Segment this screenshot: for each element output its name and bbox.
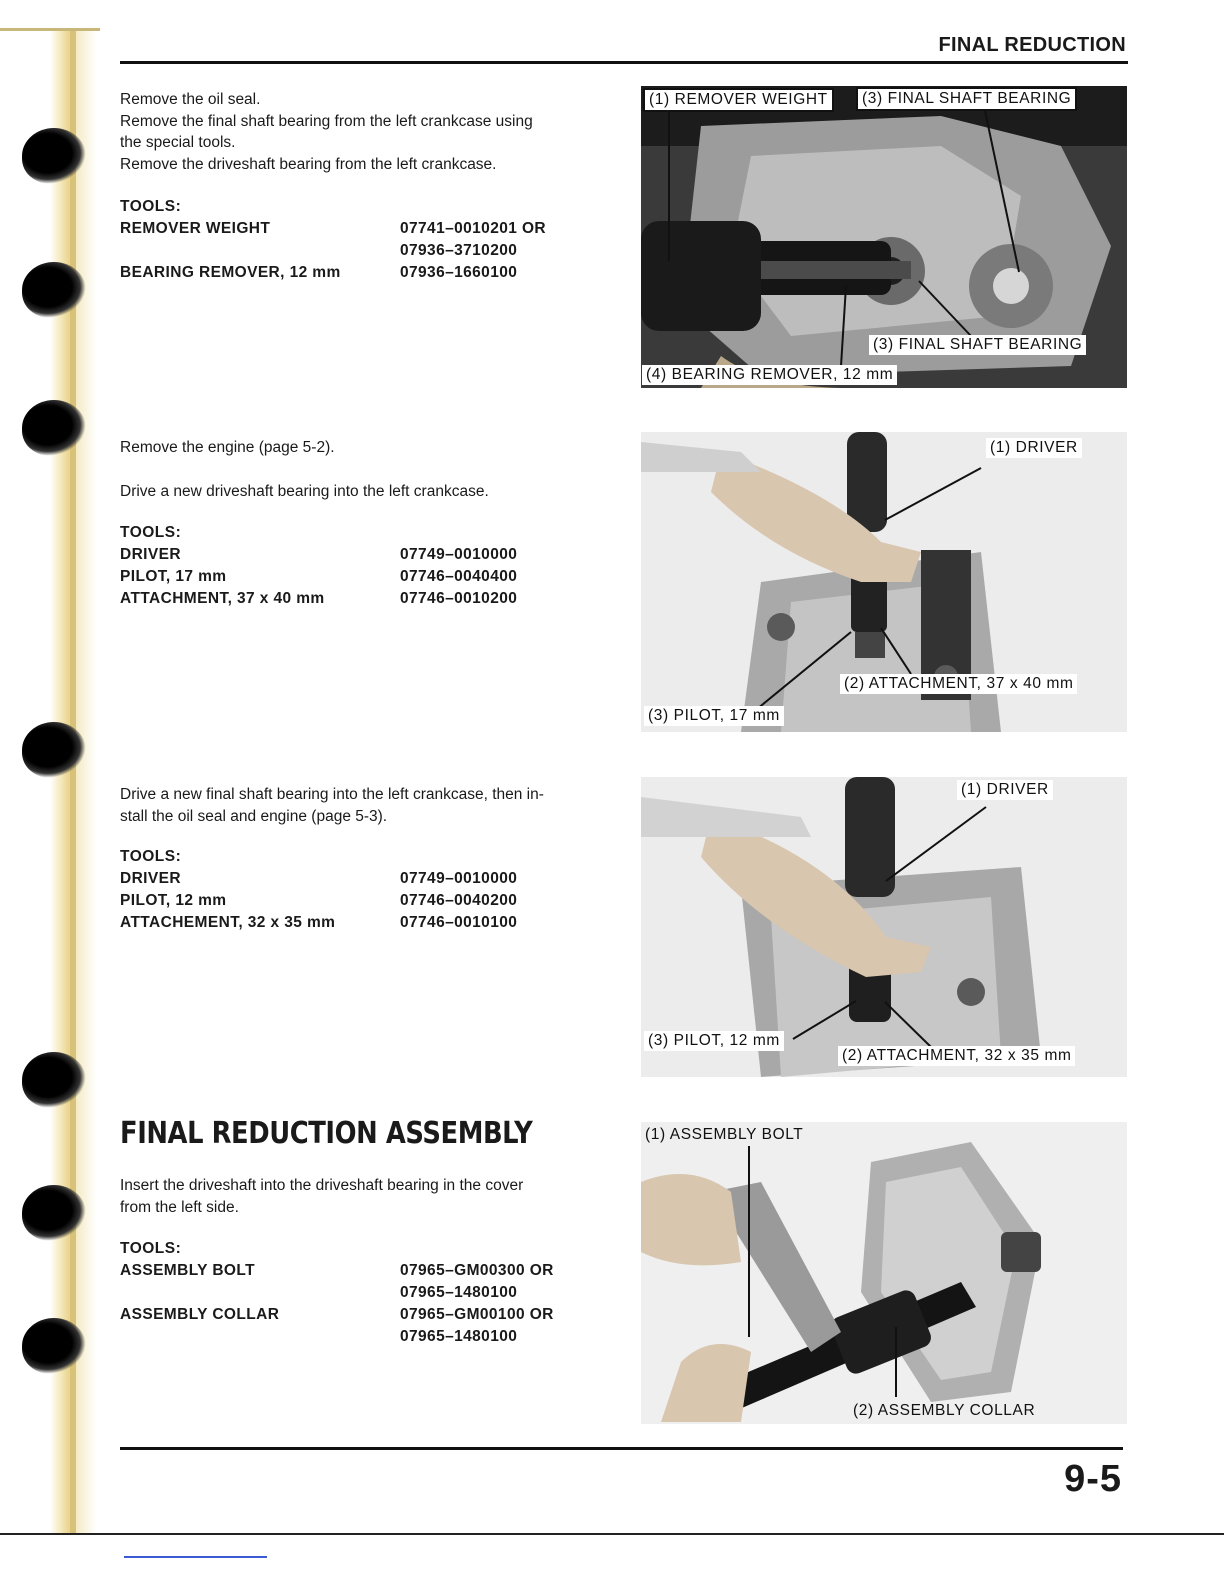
binder-edge	[70, 30, 76, 1535]
callout-assembly-collar: (2) ASSEMBLY COLLAR	[853, 1402, 1036, 1419]
callout-final-shaft-bearing: (3) FINAL SHAFT BEARING	[869, 335, 1086, 355]
tools-heading: TOOLS:	[120, 524, 182, 541]
tool-name: BEARING REMOVER, 12 mm	[120, 264, 341, 281]
instruction-line: stall the oil seal and engine (page 5-3).	[120, 807, 388, 825]
callout-attachment: (2) ATTACHMENT, 37 x 40 mm	[840, 674, 1077, 694]
callout-final-shaft-bearing-top: (3) FINAL SHAFT BEARING	[856, 87, 1077, 111]
page-number: 9-5	[1064, 1458, 1122, 1500]
binder-hole	[22, 722, 86, 778]
tools-heading: TOOLS:	[120, 848, 182, 865]
page-header-title: FINAL REDUCTION	[938, 34, 1126, 56]
instruction-line: Insert the driveshaft into the driveshaft bearing in the cover	[120, 1177, 524, 1194]
page-edge-shadow	[0, 28, 100, 31]
callout-driver: (1) DRIVER	[986, 438, 1082, 458]
tool-number: 07741–0010201 OR	[400, 220, 547, 237]
tool-name: DRIVER	[120, 546, 181, 563]
tool-number: 07749–0010000	[400, 870, 518, 887]
binder-hole	[22, 1318, 86, 1374]
tool-number: 07746–0010200	[400, 590, 518, 607]
binder-hole	[22, 128, 86, 184]
tool-number: 07746–0040200	[400, 892, 518, 909]
callout-assembly-bolt: (1) ASSEMBLY BOLT	[645, 1126, 804, 1143]
section-title-final-reduction-assembly: FINAL REDUCTION ASSEMBLY	[120, 1116, 533, 1151]
footer-rule	[120, 1447, 1123, 1450]
section-4-instructions	[120, 1175, 625, 1218]
tool-name: ATTACHEMENT, 32 x 35 mm	[120, 914, 336, 931]
tool-number: 07936–3710200	[400, 242, 518, 259]
tool-name: ASSEMBLY COLLAR	[120, 1306, 280, 1323]
photo-illustration	[641, 1122, 1127, 1424]
instruction-line: from the left side.	[120, 1198, 239, 1216]
section-1-instructions	[120, 89, 625, 175]
tool-number: 07746–0040400	[400, 568, 518, 585]
binder-hole	[22, 262, 86, 318]
tool-name: ATTACHMENT, 37 x 40 mm	[120, 590, 325, 607]
callout-bearing-remover: (4) BEARING REMOVER, 12 mm	[642, 365, 897, 385]
tool-number: 07965–1480100	[400, 1328, 518, 1345]
binder-hole	[22, 1185, 86, 1241]
section-3-instructions	[120, 784, 625, 827]
tool-number: 07965–GM00300 OR	[400, 1262, 554, 1279]
instruction-line: Remove the driveshaft bearing from the left crankcase.	[120, 155, 497, 173]
instruction-line: Drive a new final shaft bearing into the left crankcase, then in-	[120, 786, 544, 803]
tool-number: 07965–GM00100 OR	[400, 1306, 554, 1323]
page-bottom-edge	[0, 1533, 1224, 1535]
tools-heading: TOOLS:	[120, 1240, 182, 1257]
callout-attachment: (2) ATTACHMENT, 32 x 35 mm	[838, 1046, 1075, 1066]
header-rule	[120, 61, 1128, 64]
instruction-line: Remove the oil seal.	[120, 91, 261, 108]
tool-name: PILOT, 12 mm	[120, 892, 227, 909]
photo-final-reduction-assembly	[641, 1122, 1127, 1424]
instruction-line: Drive a new driveshaft bearing into the left crankcase.	[120, 482, 489, 500]
callout-pilot: (3) PILOT, 17 mm	[644, 706, 784, 726]
tool-name: DRIVER	[120, 870, 181, 887]
callout-remover-weight: (1) REMOVER WEIGHT	[643, 88, 834, 112]
instruction-line: Remove the engine (page 5-2).	[120, 439, 335, 456]
tool-number: 07965–1480100	[400, 1284, 518, 1301]
tool-name: ASSEMBLY BOLT	[120, 1262, 255, 1279]
binder-hole	[22, 400, 86, 456]
instruction-line: the special tools.	[120, 134, 236, 151]
tool-number: 07746–0010100	[400, 914, 518, 931]
callout-pilot: (3) PILOT, 12 mm	[644, 1031, 784, 1051]
tools-heading: TOOLS:	[120, 198, 182, 215]
photo-driveshaft-bearing-install	[641, 432, 1127, 732]
tool-name: PILOT, 17 mm	[120, 568, 227, 585]
tool-name: REMOVER WEIGHT	[120, 220, 271, 237]
instruction-line: Remove the final shaft bearing from the left crankcase using	[120, 112, 533, 130]
photo-bearing-removal	[641, 86, 1127, 388]
section-2-instructions	[120, 437, 625, 502]
tool-number: 07936–1660100	[400, 264, 518, 281]
binder-hole	[22, 1052, 86, 1108]
photo-final-shaft-bearing-install	[641, 777, 1127, 1077]
tool-number: 07749–0010000	[400, 546, 518, 563]
callout-driver: (1) DRIVER	[957, 780, 1053, 800]
blue-underline-mark	[124, 1556, 267, 1558]
binder-strip	[0, 30, 96, 1535]
